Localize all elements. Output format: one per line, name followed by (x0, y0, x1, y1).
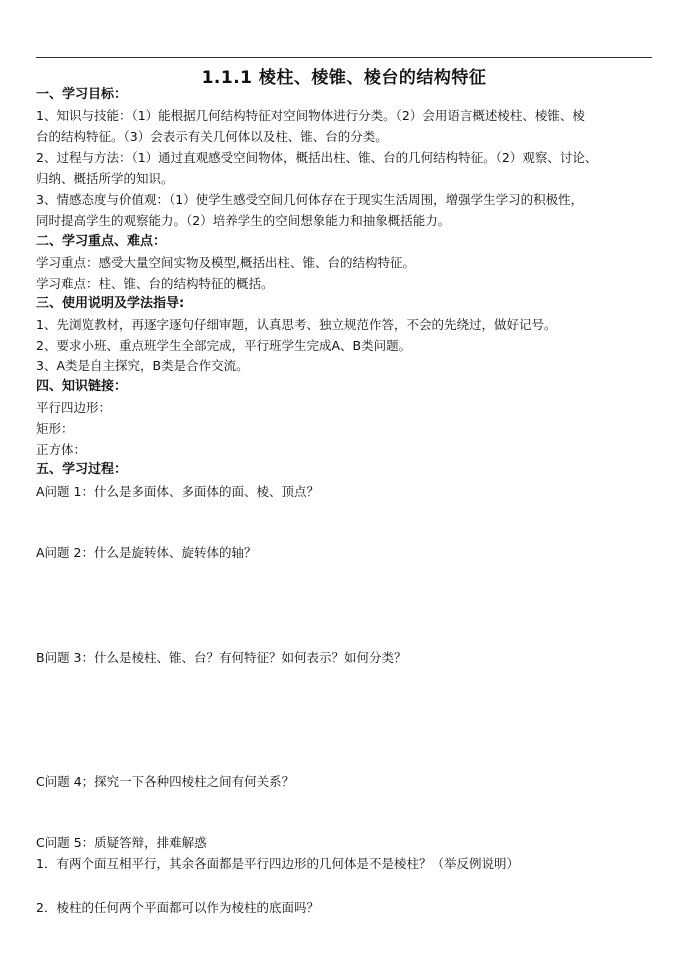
question-3: B问题 3：什么是棱柱、锥、台？有何特征？如何表示？如何分类？ (36, 650, 407, 665)
focus-difficult-points: 学习难点：柱、锥、台的结构特征的概括。 (36, 276, 274, 291)
question-1: A问题 1：什么是多面体、多面体的面、棱、顶点？ (36, 484, 319, 499)
section-heading-focus: 二、学习重点、难点： (36, 234, 167, 249)
page-title: 1.1.1 棱柱、棱锥、棱台的结构特征 (201, 68, 487, 88)
goal-1-line-2: 台的结构特征。（3）会表示有关几何体以及柱、锥、台的分类。 (36, 129, 388, 144)
link-parallelogram: 平行四边形： (36, 400, 112, 415)
section-heading-guide: 三、使用说明及学法指导: (36, 296, 185, 311)
section-heading-process: 五、学习过程： (36, 462, 128, 477)
guide-item-3: 3、A类是自主探究，B类是合作交流。 (36, 358, 249, 373)
section-heading-links: 四、知识链接： (36, 379, 128, 394)
question-5: C问题 5：质疑答辩，排难解惑 (36, 835, 207, 850)
question-2: A问题 2：什么是旋转体、旋转体的轴？ (36, 545, 257, 560)
goal-3-line-1: 3、情感态度与价值观：（1）使学生感受空间几何体存在于现实生活周围，增强学生学习的积极性， (36, 192, 584, 207)
goal-3-line-2: 同时提高学生的观察能力。（2）培养学生的空间想象能力和抽象概括能力。 (36, 213, 451, 228)
link-cube: 正方体： (36, 442, 87, 457)
section-heading-goals: 一、学习目标： (36, 87, 128, 102)
goal-2-line-2: 归纳、概括所学的知识。 (36, 171, 174, 186)
guide-item-1: 1、先浏览教材，再逐字逐句仔细审题，认真思考、独立规范作答，不会的先绕过，做好记号。 (36, 317, 557, 332)
goal-2-line-1: 2、过程与方法：（1）通过直观感受空间物体，概括出柱、锥、台的几何结构特征。（2）观察、讨论、 (36, 150, 598, 165)
header-rule (36, 57, 652, 58)
guide-item-2: 2、要求小班、重点班学生全部完成，平行班学生完成A、B类问题。 (36, 338, 412, 353)
question-5-item-1: 1．有两个面互相平行，其余各面都是平行四边形的几何体是不是棱柱？（举反例说明） (36, 856, 519, 871)
link-rectangle: 矩形： (36, 421, 74, 436)
focus-key-points: 学习重点：感受大量空间实物及模型,概括出柱、锥、台的结构特征。 (36, 255, 415, 270)
question-4: C问题 4；探究一下各种四棱柱之间有何关系？ (36, 774, 295, 789)
goal-1-line-1: 1、知识与技能：（1）能根据几何结构特征对空间物体进行分类。（2）会用语言概述棱柱、棱锥、棱 (36, 108, 585, 123)
question-5-item-2: 2．棱柱的任何两个平面都可以作为棱柱的底面吗？ (36, 900, 319, 915)
